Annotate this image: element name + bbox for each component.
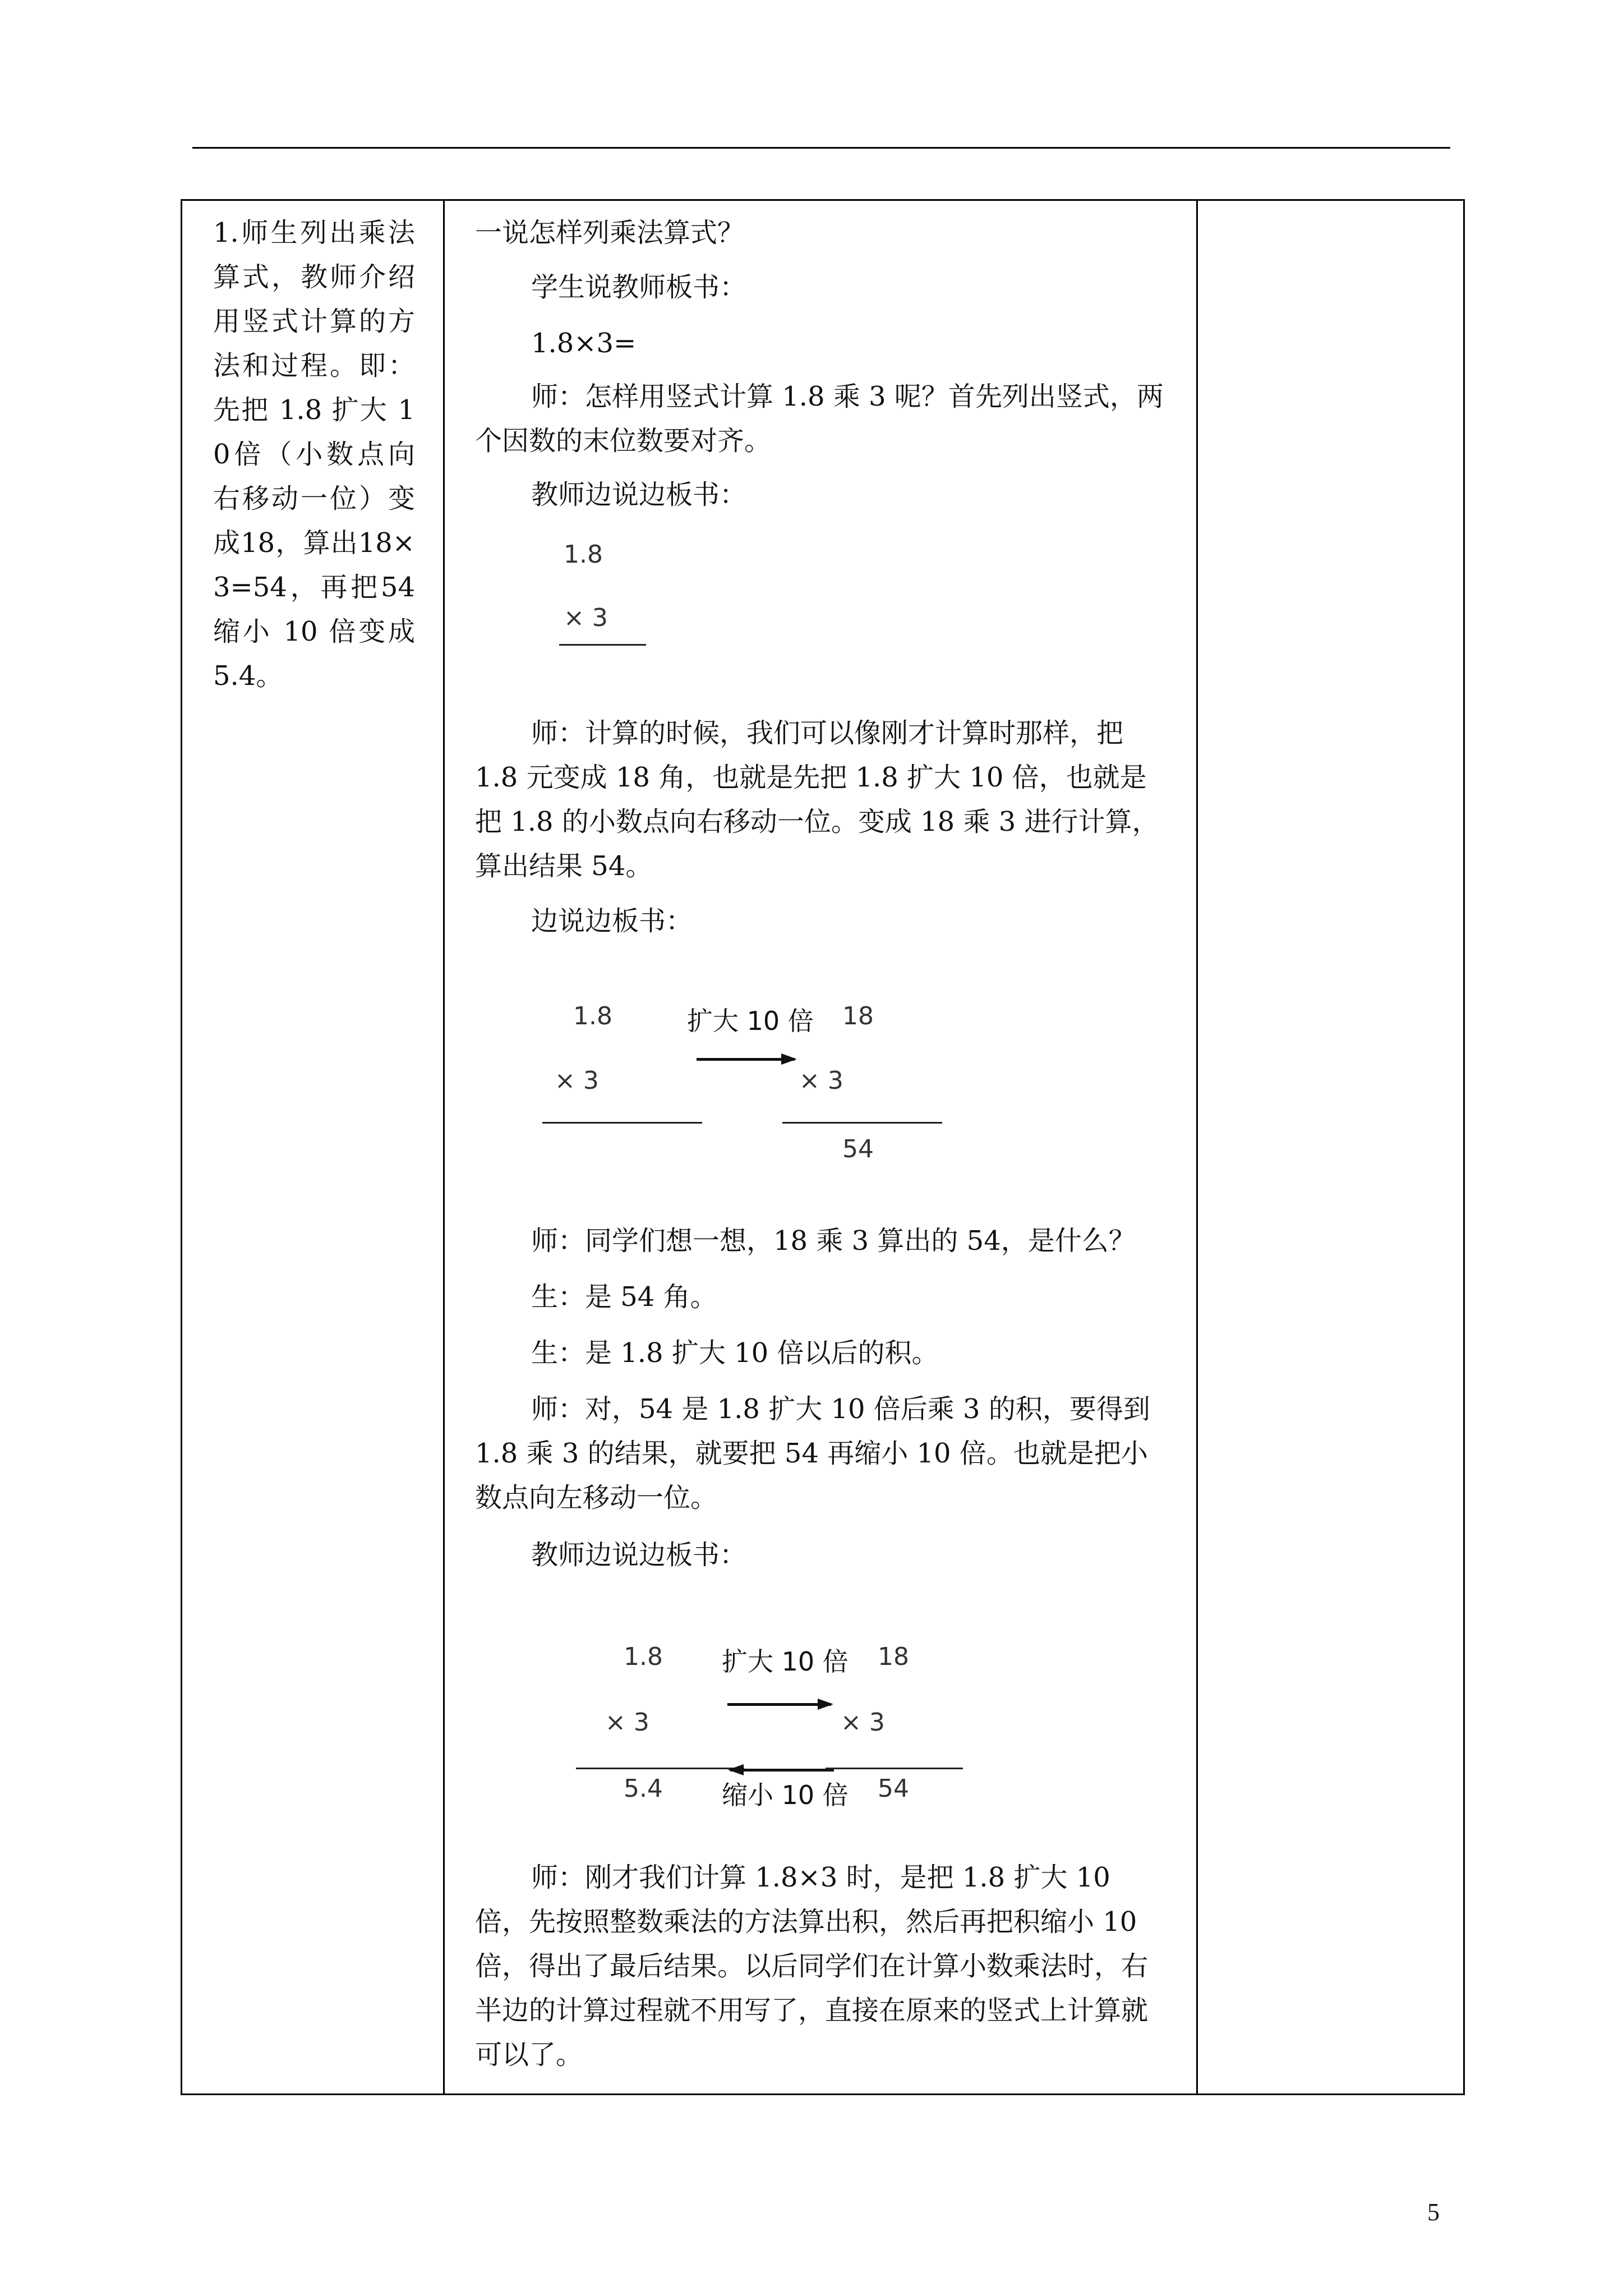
paragraph: 1.8×3= [531, 328, 637, 359]
calc3-right-arrow-icon [727, 1703, 831, 1706]
calc3-right-multiplier: × 3 [841, 1708, 885, 1737]
paragraph: 师：刚才我们计算 1.8×3 时，是把 1.8 扩大 10 倍，先按照整数乘法的方法算出积，然后再把积缩小 10 倍，得出了最后结果。以后同学们在计算小数乘法时，右半边的计算过程就不用写了，直接在原来的竖式上计算就可以了。 [475, 1862, 1149, 2070]
calc2-right-arrow-icon [697, 1058, 795, 1061]
calc1-multiplicand: 1.8 [564, 540, 603, 569]
calc2-right-multiplicand: 18 [842, 1002, 874, 1030]
paragraph: 师：对，54 是 1.8 扩大 10 倍后乘 3 的积，要得到 1.8 乘 3 的结果，就要把 54 再缩小 10 倍。也就是把小数点向左移动一位。 [475, 1393, 1150, 1513]
lesson-table [181, 199, 1465, 2095]
header-rule [192, 147, 1450, 149]
paragraph: 师：怎样用竖式计算 1.8 乘 3 呢？首先列出竖式，两个因数的末位数要对齐。 [475, 381, 1164, 457]
paragraph: 教师边说边板书： [531, 1539, 747, 1571]
paragraph: 教师边说边板书： [531, 479, 747, 510]
calc3-right-multiplicand: 18 [878, 1642, 909, 1671]
calc2-right-underline [782, 1122, 942, 1124]
calc3-left-underline [576, 1768, 744, 1769]
calc3-arrow-label-bottom: 缩小 10 倍 [722, 1780, 849, 1810]
paragraph: 生：是 54 角。 [531, 1281, 717, 1313]
calc1-multiplier: × 3 [564, 604, 608, 632]
calc2-left-multiplicand: 1.8 [573, 1002, 612, 1030]
calc3-left-arrow-icon [730, 1769, 834, 1772]
calc1-underline [559, 644, 646, 646]
calc2-arrow-label: 扩大 10 倍 [687, 1006, 814, 1036]
calc3-arrow-label-top: 扩大 10 倍 [722, 1646, 849, 1677]
calc3-right-underline [826, 1768, 963, 1769]
calc3-left-multiplier: × 3 [605, 1708, 649, 1737]
calc2-left-multiplier: × 3 [555, 1066, 599, 1095]
calc2-left-underline [542, 1122, 702, 1124]
paragraph: 一说怎样列乘法算式？ [475, 217, 745, 249]
calc2-right-multiplier: × 3 [799, 1066, 843, 1095]
page-number: 5 [1427, 2198, 1440, 2226]
calc2-right-product: 54 [842, 1135, 874, 1163]
paragraph: 学生说教师板书： [531, 272, 747, 303]
calc3-left-multiplicand: 1.8 [624, 1642, 663, 1671]
column-divider [1196, 201, 1198, 2093]
paragraph: 生：是 1.8 扩大 10 倍以后的积。 [531, 1337, 939, 1369]
paragraph: 师：计算的时候，我们可以像刚才计算时那样，把 1.8 元变成 18 角，也就是先把 1.8 扩大 10 倍，也就是把 1.8 的小数点向右移动一位。变成 18 乘 3 进行计算，算出结果 54。 [475, 717, 1159, 882]
paragraph: 师：同学们想一想，18 乘 3 算出的 54，是什么？ [531, 1225, 1136, 1257]
calc3-right-product: 54 [878, 1774, 909, 1803]
activity-cell: 1.师生列出乘法算式，教师介绍用竖式计算的方法和过程。即：先把 1.8 扩大 10倍（小数点向右移动一位）变成18，算出18×3=54，再把54缩小 10 倍变成 5.4。 [213, 217, 415, 692]
paragraph: 边说边板书： [531, 905, 693, 937]
calc3-left-product: 5.4 [624, 1774, 663, 1803]
column-divider [443, 201, 445, 2093]
